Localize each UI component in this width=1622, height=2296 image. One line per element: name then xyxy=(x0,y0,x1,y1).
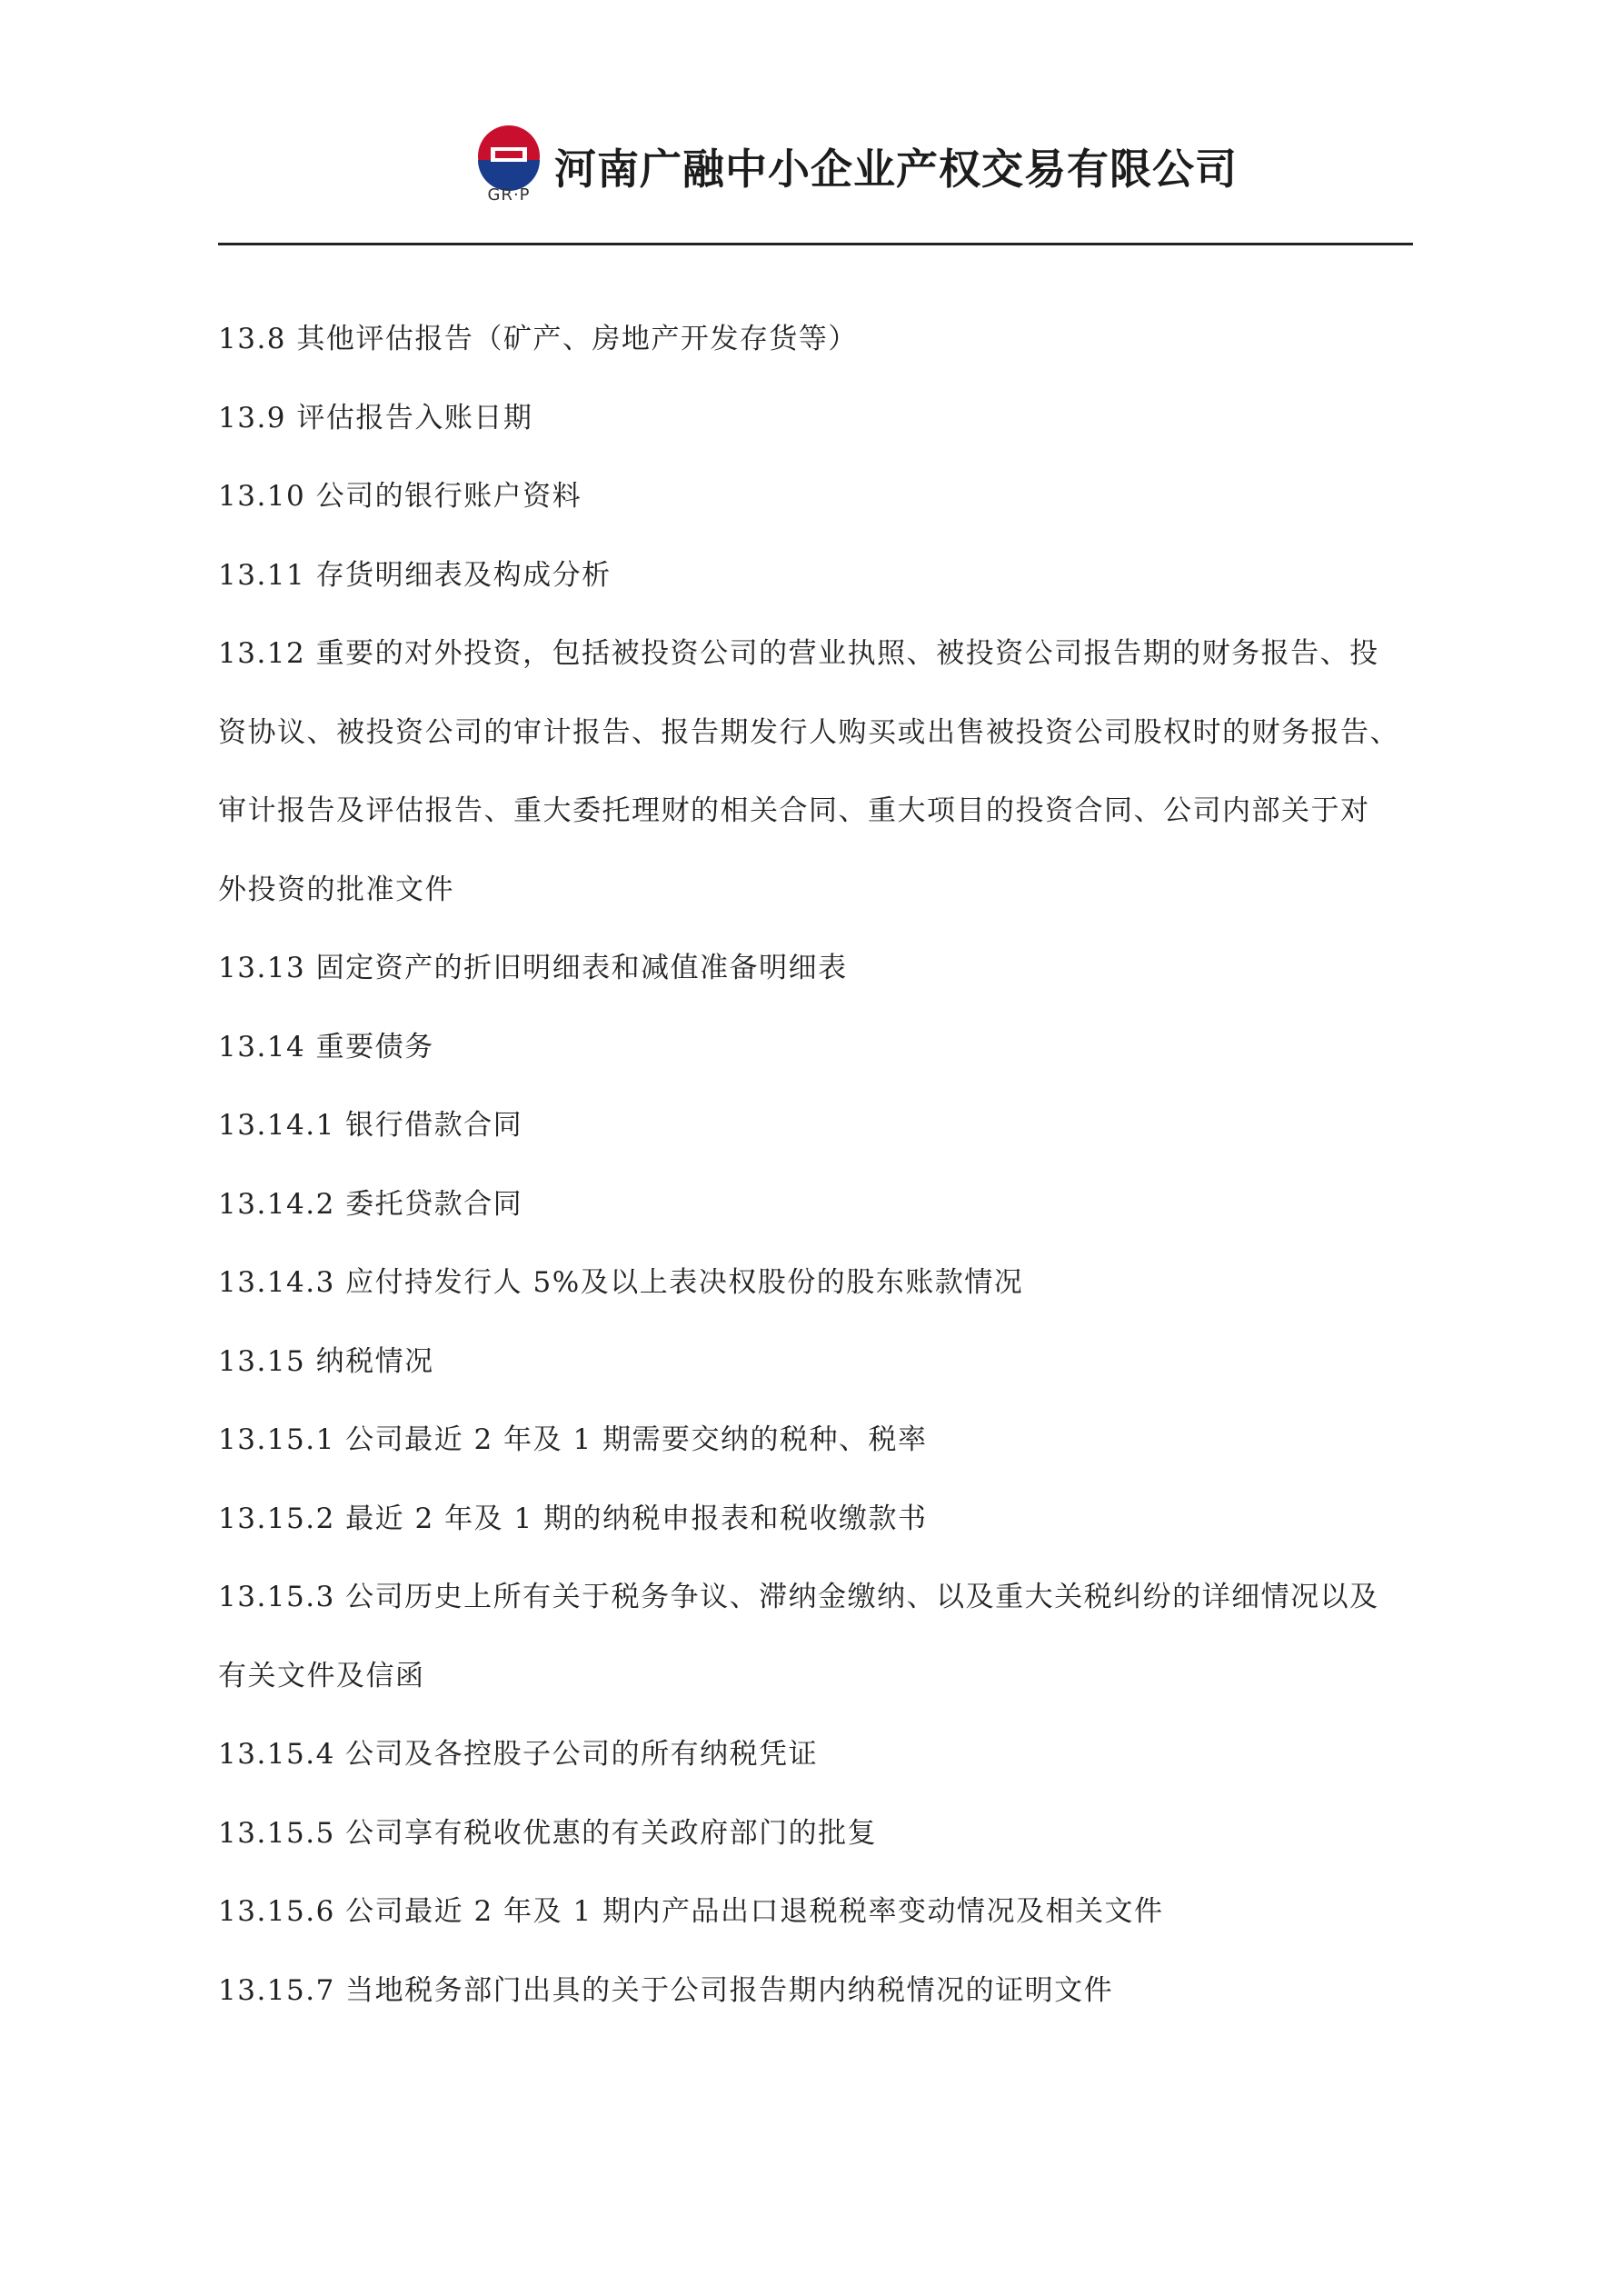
document-body xyxy=(218,300,1418,2030)
page-header xyxy=(0,0,1622,255)
text-line: 有关文件及信函 xyxy=(218,1659,425,1692)
logo-text: GR·P xyxy=(487,185,531,205)
text-line: 13.15.7 当地税务部门出具的关于公司报告期内纳税情况的证明文件 xyxy=(218,1973,1114,2007)
text-line: 13.15.5 公司享有税收优惠的有关政府部门的批复 xyxy=(218,1816,878,1850)
text-line: 资协议、被投资公司的审计报告、报告期发行人购买或出售被投资公司股权时的财务报告、 xyxy=(218,715,1399,749)
text-line: 13.14 重要债务 xyxy=(218,1030,434,1063)
text-line: 外投资的批准文件 xyxy=(218,873,454,906)
text-line: 13.15.2 最近 2 年及 1 期的纳税申报表和税收缴款书 xyxy=(218,1502,928,1535)
text-line: 13.14.1 银行借款合同 xyxy=(218,1109,523,1142)
text-line: 13.14.3 应付持发行人 5%及以上表决权股份的股东账款情况 xyxy=(218,1266,1024,1299)
header-divider xyxy=(218,243,1413,245)
text-line: 13.14.2 委托贷款合同 xyxy=(218,1187,523,1221)
text-line: 审计报告及评估报告、重大委托理财的相关合同、重大项目的投资合同、公司内部关于对 xyxy=(218,794,1370,827)
text-line: 13.13 固定资产的折旧明细表和减值准备明细表 xyxy=(218,952,848,984)
text-line: 13.8 其他评估报告（矿产、房地产开发存货等） xyxy=(218,323,858,355)
company-name: 河南广融中小企业产权交易有限公司 xyxy=(554,145,1238,194)
text-line: 13.12 重要的对外投资，包括被投资公司的营业执照、被投资公司报告期的财务报告、投 xyxy=(218,637,1379,670)
company-logo-icon xyxy=(473,120,545,193)
text-line: 13.15.4 公司及各控股子公司的所有纳税凭证 xyxy=(218,1738,819,1771)
text-line: 13.11 存货明细表及构成分析 xyxy=(218,558,612,592)
text-line: 13.9 评估报告入账日期 xyxy=(218,401,533,434)
text-line: 13.10 公司的银行账户资料 xyxy=(218,480,582,513)
text-line: 13.15.1 公司最近 2 年及 1 期需要交纳的税种、税率 xyxy=(218,1423,928,1456)
text-line: 13.15 纳税情况 xyxy=(218,1344,434,1378)
text-line: 13.15.6 公司最近 2 年及 1 期内产品出口退税税率变动情况及相关文件 xyxy=(218,1895,1164,1928)
text-line: 13.15.3 公司历史上所有关于税务争议、滞纳金缴纳、以及重大关税纠纷的详细情况以及 xyxy=(218,1581,1379,1613)
